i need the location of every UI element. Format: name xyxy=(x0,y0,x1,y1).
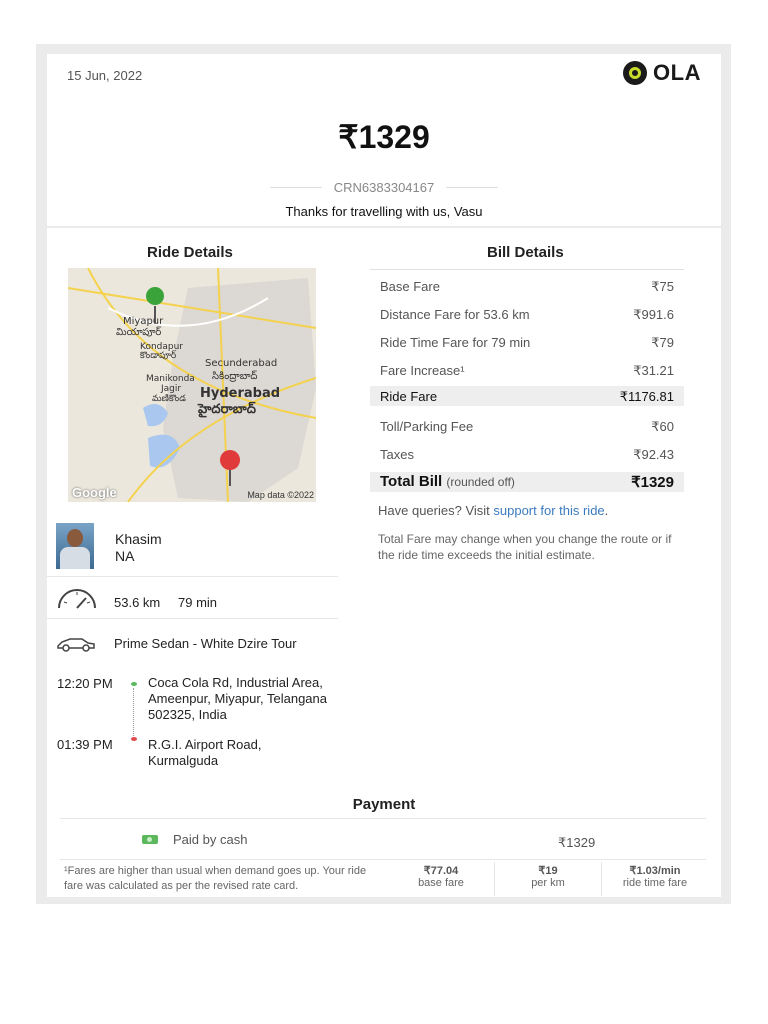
map-label: మియాపూర్ xyxy=(116,327,162,338)
bill-value: ₹92.43 xyxy=(633,447,674,462)
rate-item xyxy=(388,862,494,896)
avatar-shirt xyxy=(60,547,90,569)
map-label: హైదరాబాద్ xyxy=(198,402,256,417)
rate-value: ₹19 xyxy=(538,865,558,877)
queries-suffix: . xyxy=(604,503,609,518)
avatar-face xyxy=(67,529,83,547)
car-type: Prime Sedan - White Dzire Tour xyxy=(114,636,297,651)
car-icon xyxy=(56,633,96,653)
map-label: Secunderabad xyxy=(205,358,278,369)
ola-logo xyxy=(623,60,701,86)
total-bill-row xyxy=(370,472,684,492)
ride-details-title: Ride Details xyxy=(147,244,233,261)
bill-label: Distance Fare for 53.6 km xyxy=(380,307,530,322)
bill-row xyxy=(370,298,684,326)
rate-card xyxy=(388,862,708,896)
total-bill-value: ₹1329 xyxy=(631,474,674,491)
crn-number: CRN6383304167 xyxy=(333,180,435,195)
bill-label: Fare Increase¹ xyxy=(380,363,465,378)
receipt-header xyxy=(47,54,721,226)
queries-prefix: Have queries? Visit xyxy=(378,503,494,518)
driver-number: NA xyxy=(115,548,135,564)
speedometer-icon xyxy=(56,588,98,610)
cash-icon xyxy=(142,835,158,844)
bill-value: ₹991.6 xyxy=(633,307,674,322)
route-line xyxy=(133,688,134,736)
ride-distance: 53.6 km xyxy=(114,595,161,610)
rate-value: ₹1.03/min xyxy=(629,865,681,877)
map-label: Jagir xyxy=(161,384,182,394)
drop-time: 01:39 PM xyxy=(57,737,113,752)
divider xyxy=(47,576,338,577)
divider xyxy=(47,618,338,619)
map-label: సికింద్రాబాద్ xyxy=(212,371,258,382)
ride-duration: 79 min xyxy=(178,595,218,610)
bill-row xyxy=(370,326,684,354)
bill-value: ₹79 xyxy=(651,335,674,350)
drop-dot-icon xyxy=(131,737,137,741)
map-credit: Map data ©2022 xyxy=(247,490,314,500)
rate-item xyxy=(494,862,601,896)
rate-item xyxy=(601,862,708,896)
surge-footnote: ¹Fares are higher than usual when demand goes up. Your ride fare was calculated as per the revised rate card. xyxy=(64,865,367,892)
pickup-time: 12:20 PM xyxy=(57,676,113,691)
divider xyxy=(446,187,498,188)
ola-logo-icon xyxy=(623,61,647,85)
payment-method: Paid by cash xyxy=(173,832,248,847)
map-label: Miyapur xyxy=(123,316,164,327)
driver-avatar xyxy=(56,523,94,569)
ride-date: 15 Jun, 2022 xyxy=(67,68,143,83)
bill-row xyxy=(370,438,684,466)
bill-label: Ride Time Fare for 79 min xyxy=(380,335,531,350)
rate-label: ride time fare xyxy=(622,877,688,889)
thanks-message: Thanks for travelling with us, Vasu xyxy=(285,204,483,219)
bill-value: ₹75 xyxy=(651,279,674,294)
google-logo: Google xyxy=(72,485,117,500)
total-label: Total Bill xyxy=(380,473,443,490)
ride-fare-row xyxy=(370,386,684,406)
bill-label: Ride Fare xyxy=(380,389,438,404)
drop-address: R.G.I. Airport Road, Kurmalguda xyxy=(148,737,262,768)
divider xyxy=(270,187,322,188)
bill-details-title: Bill Details xyxy=(487,244,564,261)
rate-label: per km xyxy=(531,877,565,889)
queries-text xyxy=(378,503,608,518)
ola-logo-text: OLA xyxy=(653,60,701,85)
total-bill-label xyxy=(380,473,515,490)
rate-value: ₹77.04 xyxy=(423,865,459,877)
rounded-off-note: (rounded off) xyxy=(446,475,515,489)
crn-row xyxy=(47,180,721,195)
bill-value: ₹60 xyxy=(651,419,674,434)
bill-value: ₹1176.81 xyxy=(619,389,674,404)
payment-amount: ₹1329 xyxy=(558,835,596,850)
map-label: మణికొండ xyxy=(152,394,186,404)
route-map[interactable] xyxy=(68,268,316,502)
driver-name: Khasim xyxy=(115,531,162,547)
payment-row xyxy=(60,818,706,860)
bill-value: ₹31.21 xyxy=(633,363,674,378)
fare-change-note: Total Fare may change when you change the route or if the ride time exceeds the initial estimate. xyxy=(378,532,672,562)
payment-title: Payment xyxy=(352,796,416,813)
support-link[interactable]: support for this ride xyxy=(493,503,605,518)
map-label: కొండాపూర్ xyxy=(140,351,177,361)
bill-row xyxy=(370,270,684,298)
bill-label: Base Fare xyxy=(380,279,440,294)
bill-table xyxy=(370,269,684,492)
map-graphic xyxy=(68,268,316,502)
pickup-dot-icon xyxy=(131,682,137,686)
total-amount: ₹1329 xyxy=(338,119,430,155)
map-label: Manikonda xyxy=(146,374,195,384)
receipt-body xyxy=(47,228,721,897)
bill-row xyxy=(370,354,684,382)
rate-label: base fare xyxy=(418,877,464,889)
pickup-address: Coca Cola Rd, Industrial Area, Ameenpur, Miyapur, Telangana 502325, India xyxy=(148,675,327,722)
map-label: Kondapur xyxy=(140,342,184,352)
bill-label: Taxes xyxy=(380,447,414,462)
map-label: Hyderabad xyxy=(200,386,281,401)
bill-row xyxy=(370,410,684,438)
bill-label: Toll/Parking Fee xyxy=(380,419,474,434)
